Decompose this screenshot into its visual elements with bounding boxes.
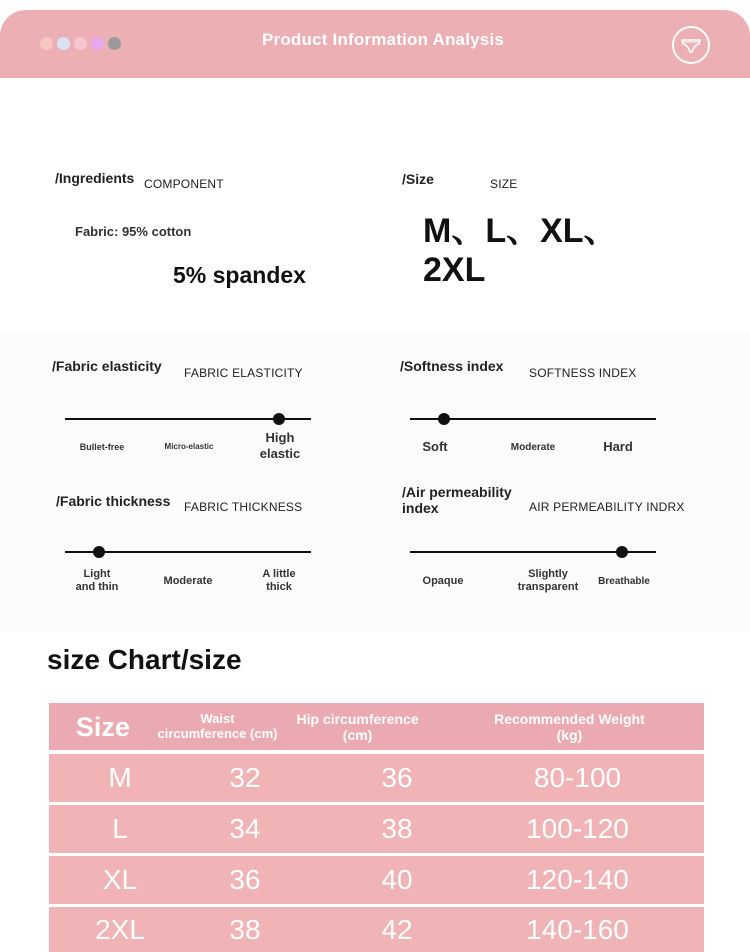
cell-waist: 36 <box>229 864 261 895</box>
air-tick-2b: transparent <box>517 581 579 593</box>
header-waist-line1: Waist <box>200 711 235 726</box>
elasticity-tick-3b: elastic <box>259 446 301 461</box>
air-marker <box>616 546 628 558</box>
cell-weight: 120-140 <box>526 864 629 895</box>
elasticity-tick-3a: High <box>265 430 295 445</box>
elasticity-label: /Fabric elasticity <box>52 358 162 374</box>
cell-hip: 38 <box>381 813 413 844</box>
softness-label: /Softness index <box>400 358 504 374</box>
cell-weight: 100-120 <box>526 813 629 844</box>
ingredients-label: /Ingredients <box>55 170 135 186</box>
elasticity-tick-2: Micro-elastic <box>164 442 214 451</box>
header-weight-line2: (kg) <box>556 726 583 743</box>
size-table <box>49 703 704 952</box>
cell-hip: 40 <box>381 864 413 895</box>
table-row <box>49 754 704 802</box>
header-waist <box>155 712 281 741</box>
table-row <box>49 805 704 853</box>
air-label-line2: index <box>402 500 439 516</box>
ingredients-sub: COMPONENT <box>144 177 224 191</box>
cell-size: M <box>108 762 132 793</box>
air-tick-3: Breathable <box>598 576 650 587</box>
page-title: Product Information Analysis <box>261 30 505 49</box>
softness-tick-2: Moderate <box>510 442 556 453</box>
size-label: /Size <box>402 171 434 187</box>
underwear-icon <box>672 26 710 64</box>
size-list-line1: M、L、XL、 <box>423 212 618 250</box>
size-sub: SIZE <box>490 177 518 191</box>
elasticity-tick-1: Bullet-free <box>79 442 125 452</box>
cell-waist: 32 <box>229 762 261 793</box>
size-chart-title: size Chart/size <box>47 644 242 675</box>
thickness-tick-3a: A little <box>262 568 296 580</box>
air-label-line1: /Air permeability <box>402 484 512 500</box>
elasticity-sub: FABRIC ELASTICITY <box>184 366 303 380</box>
air-tick-2a: Slightly <box>528 568 568 580</box>
cell-size: L <box>112 813 128 844</box>
thickness-sub: FABRIC THICKNESS <box>184 500 303 514</box>
table-row <box>49 856 704 904</box>
fabric-text: Fabric: 95% cotton <box>75 224 192 239</box>
softness-tick-3: Hard <box>603 439 633 454</box>
cell-waist: 38 <box>229 913 261 945</box>
size-list-line2: 2XL <box>423 251 486 289</box>
section-composition <box>0 78 750 332</box>
air-sub: AIR PERMEABILITY INDRX <box>529 500 685 514</box>
header-waist-line2: circumference (cm) <box>157 726 278 741</box>
cell-weight: 80-100 <box>533 762 622 793</box>
cell-size: XL <box>102 864 138 895</box>
table-row <box>49 907 704 952</box>
header-weight-line1: Recommended Weight <box>494 710 645 727</box>
cell-weight: 140-160 <box>526 913 629 945</box>
thickness-label: /Fabric thickness <box>56 493 171 509</box>
thickness-tick-2: Moderate <box>163 575 213 587</box>
thickness-tick-1b: and thin <box>75 581 119 593</box>
table-header-row <box>49 703 704 750</box>
header-size: Size <box>75 711 130 742</box>
softness-tick-1: Soft <box>422 439 448 454</box>
cell-hip: 36 <box>381 762 413 793</box>
spandex-text: 5% spandex <box>173 262 306 288</box>
cell-hip: 42 <box>381 913 413 945</box>
cell-size: 2XL <box>95 913 145 945</box>
cell-waist: 34 <box>229 813 261 844</box>
header-hip-line2: (cm) <box>342 726 373 743</box>
header-weight <box>435 711 704 743</box>
thickness-tick-1a: Light <box>83 568 111 580</box>
header-hip-line1: Hip circumference <box>296 710 419 727</box>
header-hip <box>280 711 435 743</box>
air-tick-1: Opaque <box>422 575 464 587</box>
elasticity-marker <box>273 413 285 425</box>
softness-sub: SOFTNESS INDEX <box>529 366 637 380</box>
thickness-tick-3b: thick <box>266 581 292 593</box>
